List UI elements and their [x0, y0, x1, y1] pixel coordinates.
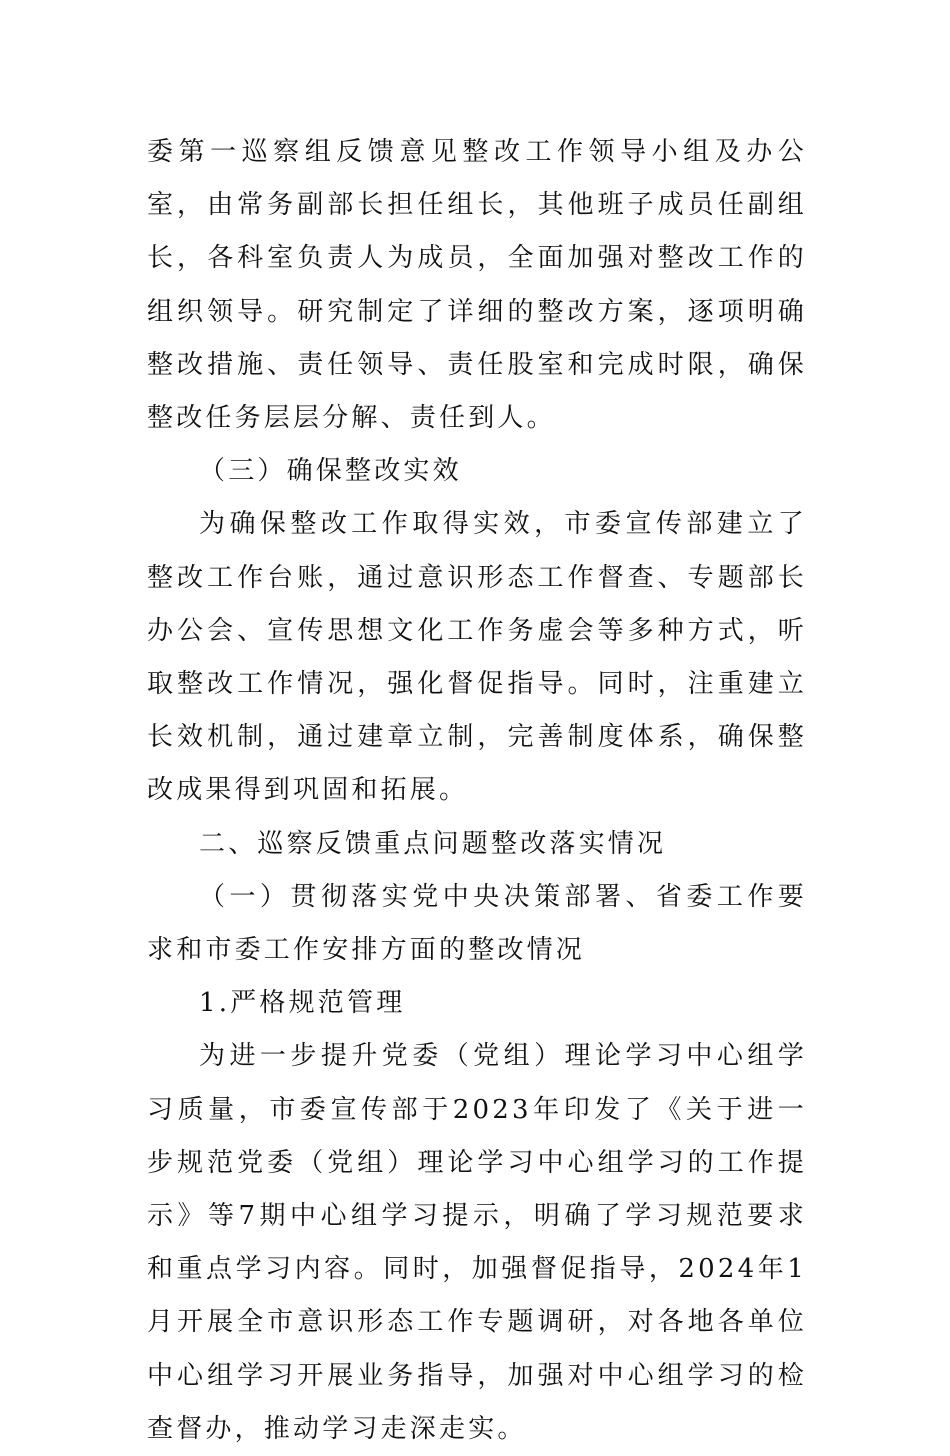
- document-body: [147, 126, 807, 1456]
- item-heading-strict-management: 1.严格规范管理: [199, 988, 406, 1019]
- paragraph-strict-management: 为进一步提升党委（党组）理论学习中心组学习质量，市委宣传部于2023年印发了《关于进一步规范党委（党组）理论学习中心组学习的工作提示》等7期中心组学习提示，明确了学习规范要求和重点学习内容。同时，加强督促指导，2024年1月开展全市意识形态工作专题调研，对各地各单位中心组学习开展业务指导，加强对中心组学习的检查督办，推动学习走深走实。: [147, 1041, 807, 1444]
- section-heading-ensure-effect: （三）确保整改实效: [199, 456, 462, 487]
- section-heading-key-issues: 二、巡察反馈重点问题整改落实情况: [199, 828, 667, 859]
- paragraph-leading-group: 委第一巡察组反馈意见整改工作领导小组及办公室，由常务副部长担任组长，其他班子成员任副组长，各科室负责人为成员，全面加强对整改工作的组织领导。研究制定了详细的整改方案，逐项明确整改措施、责任领导、责任股室和完成时限，确保整改任务层层分解、责任到人。: [147, 137, 807, 434]
- subsection-heading-implementation: （一）贯彻落实党中央决策部署、省委工作要求和市委工作安排方面的整改情况: [147, 881, 807, 966]
- paragraph-ensure-effect: 为确保整改工作取得实效，市委宣传部建立了整改工作台账，通过意识形态工作督查、专题部长办公会、宣传思想文化工作务虚会等多种方式，听取整改工作情况，强化督促指导。同时，注重建立长效机制，通过建章立制，完善制度体系，确保整改成果得到巩固和拓展。: [147, 509, 807, 806]
